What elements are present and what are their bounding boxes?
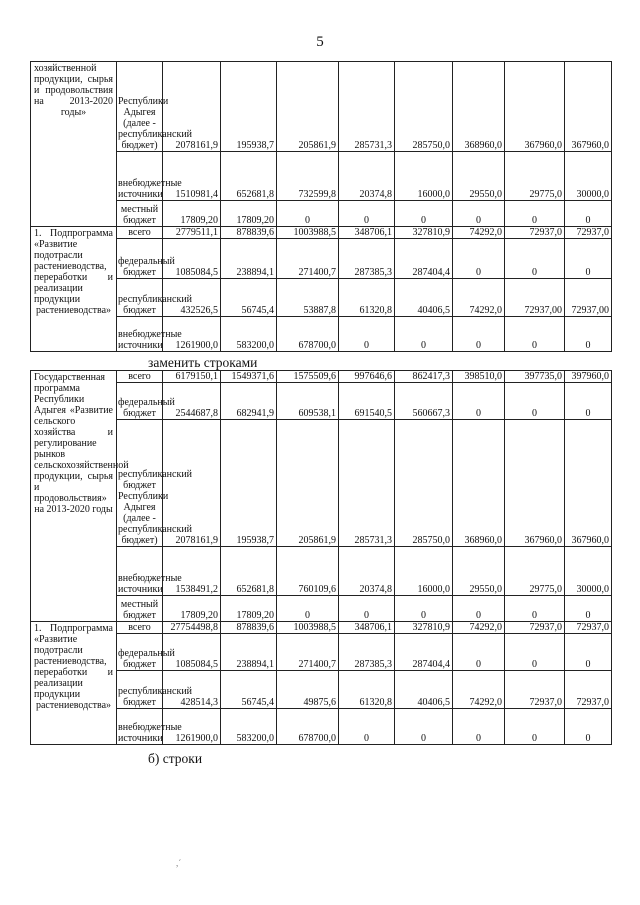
value-cell: 0 <box>339 317 395 352</box>
value-cell: 72937,0 <box>565 671 612 709</box>
value-cell: 0 <box>453 317 505 352</box>
value-cell: 0 <box>395 317 453 352</box>
value-cell: 287385,3 <box>339 634 395 671</box>
value-cell: 0 <box>453 634 505 671</box>
value-cell: 348706,1 <box>339 622 395 634</box>
value-cell: 0 <box>453 709 505 745</box>
value-cell: 285750,0 <box>395 420 453 547</box>
section-b-heading: б) строки <box>148 751 203 766</box>
value-cell: 61320,8 <box>339 279 395 317</box>
value-cell: 72937,0 <box>565 227 612 239</box>
budget-table-old <box>30 61 612 352</box>
value-cell: 0 <box>453 201 505 227</box>
value-cell: 29775,0 <box>505 547 565 596</box>
value-cell: 862417,3 <box>395 371 453 383</box>
value-cell: 238894,1 <box>221 634 277 671</box>
value-cell: 327810,9 <box>395 622 453 634</box>
value-cell: 652681,8 <box>221 152 277 201</box>
value-cell: 285731,3 <box>339 420 395 547</box>
value-cell: 0 <box>277 596 339 622</box>
program-name-cell: хозяйственной продукции, сырья и продовольствия на 2013-2020 годы» <box>31 62 117 227</box>
table-row <box>31 152 612 201</box>
value-cell: 20374,8 <box>339 152 395 201</box>
table-row <box>31 420 612 547</box>
value-cell: 205861,9 <box>277 420 339 547</box>
funding-source: внебюджетные источники <box>117 709 163 745</box>
funding-source: местный бюджет <box>117 596 163 622</box>
value-cell: 17809,20 <box>221 201 277 227</box>
value-cell: 0 <box>565 596 612 622</box>
value-cell: 0 <box>565 317 612 352</box>
value-cell: 56745,4 <box>221 671 277 709</box>
funding-source: местный бюджет <box>117 201 163 227</box>
value-cell: 691540,5 <box>339 383 395 420</box>
funding-source: внебюджетные источники <box>117 152 163 201</box>
value-cell: 16000,0 <box>395 152 453 201</box>
value-cell: 0 <box>395 709 453 745</box>
table-row <box>31 279 612 317</box>
value-cell: 2544687,8 <box>163 383 221 420</box>
value-cell: 72937,0 <box>505 622 565 634</box>
value-cell: 1085084,5 <box>163 634 221 671</box>
value-cell: 0 <box>565 201 612 227</box>
value-cell: 1085084,5 <box>163 239 221 279</box>
table-row <box>31 371 612 383</box>
funding-source: внебюджетные источники <box>117 547 163 596</box>
stray-mark: ,´ <box>176 858 182 868</box>
value-cell: 0 <box>565 634 612 671</box>
funding-source: всего <box>117 622 163 634</box>
value-cell: 0 <box>565 239 612 279</box>
value-cell: 997646,6 <box>339 371 395 383</box>
value-cell: 17809,20 <box>163 201 221 227</box>
value-cell: 0 <box>277 201 339 227</box>
value-cell: 0 <box>453 239 505 279</box>
value-cell: 40406,5 <box>395 279 453 317</box>
value-cell: 348706,1 <box>339 227 395 239</box>
table-row <box>31 201 612 227</box>
value-cell: 205861,9 <box>277 62 339 152</box>
value-cell: 732599,8 <box>277 152 339 201</box>
funding-source: республиканский бюджет Республики Адыгея (далее - республиканский бюджет) <box>117 420 163 547</box>
table-row <box>31 317 612 352</box>
value-cell: 287385,3 <box>339 239 395 279</box>
funding-source: республиканский бюджет <box>117 671 163 709</box>
value-cell: 0 <box>505 596 565 622</box>
value-cell: 17809,20 <box>163 596 221 622</box>
value-cell: 609538,1 <box>277 383 339 420</box>
value-cell: 878839,6 <box>221 622 277 634</box>
value-cell: 72937,0 <box>505 671 565 709</box>
value-cell: 195938,7 <box>221 420 277 547</box>
table-row <box>31 671 612 709</box>
funding-source: федеральный бюджет <box>117 634 163 671</box>
table-row <box>31 634 612 671</box>
table-row <box>31 383 612 420</box>
program-name-cell: Государственная программа Республики Адыгея «Развитие сельского хозяйства и регулирование рынков сельскохозяйственной продукции, сырья и продовольствия» на 2013-2020 годы <box>31 371 117 622</box>
value-cell: 61320,8 <box>339 671 395 709</box>
value-cell: 0 <box>505 239 565 279</box>
funding-source: федеральный бюджет <box>117 383 163 420</box>
value-cell: 0 <box>505 383 565 420</box>
funding-source: федеральный бюджет <box>117 239 163 279</box>
replace-with-rows-heading: заменить строками <box>148 355 258 370</box>
value-cell: 72937,0 <box>505 227 565 239</box>
subprogram-name-cell: 1. Подпрограмма «Развитие подотрасли растениеводства, переработки и реализации продукции растениеводства» <box>31 227 117 352</box>
table-row <box>31 709 612 745</box>
value-cell: 1575509,6 <box>277 371 339 383</box>
value-cell: 0 <box>505 709 565 745</box>
value-cell: 2078161,9 <box>163 420 221 547</box>
value-cell: 397735,0 <box>505 371 565 383</box>
funding-source: республиканский бюджет <box>117 279 163 317</box>
value-cell: 285731,3 <box>339 62 395 152</box>
value-cell: 1003988,5 <box>277 227 339 239</box>
value-cell: 2779511,1 <box>163 227 221 239</box>
value-cell: 30000,0 <box>565 152 612 201</box>
value-cell: 271400,7 <box>277 634 339 671</box>
value-cell: 760109,6 <box>277 547 339 596</box>
value-cell: 367960,0 <box>565 420 612 547</box>
value-cell: 0 <box>339 596 395 622</box>
value-cell: 27754498,8 <box>163 622 221 634</box>
value-cell: 74292,0 <box>453 227 505 239</box>
table-row <box>31 227 612 239</box>
value-cell: 74292,0 <box>453 671 505 709</box>
value-cell: 878839,6 <box>221 227 277 239</box>
value-cell: 583200,0 <box>221 317 277 352</box>
value-cell: 287404,4 <box>395 634 453 671</box>
value-cell: 367960,0 <box>505 62 565 152</box>
budget-table-new <box>30 370 612 745</box>
value-cell: 397960,0 <box>565 371 612 383</box>
value-cell: 195938,7 <box>221 62 277 152</box>
value-cell: 6179150,1 <box>163 371 221 383</box>
value-cell: 74292,0 <box>453 622 505 634</box>
value-cell: 652681,8 <box>221 547 277 596</box>
value-cell: 20374,8 <box>339 547 395 596</box>
value-cell: 72937,00 <box>505 279 565 317</box>
value-cell: 0 <box>505 634 565 671</box>
value-cell: 583200,0 <box>221 709 277 745</box>
value-cell: 432526,5 <box>163 279 221 317</box>
value-cell: 0 <box>565 709 612 745</box>
value-cell: 16000,0 <box>395 547 453 596</box>
value-cell: 368960,0 <box>453 62 505 152</box>
value-cell: 0 <box>395 596 453 622</box>
value-cell: 17809,20 <box>221 596 277 622</box>
value-cell: 367960,0 <box>565 62 612 152</box>
value-cell: 40406,5 <box>395 671 453 709</box>
page-number: 5 <box>316 34 324 50</box>
value-cell: 29550,0 <box>453 152 505 201</box>
value-cell: 678700,0 <box>277 709 339 745</box>
value-cell: 72937,0 <box>565 622 612 634</box>
value-cell: 0 <box>505 201 565 227</box>
value-cell: 30000,0 <box>565 547 612 596</box>
table-row <box>31 239 612 279</box>
value-cell: 0 <box>339 709 395 745</box>
value-cell: 53887,8 <box>277 279 339 317</box>
value-cell: 0 <box>453 383 505 420</box>
value-cell: 287404,4 <box>395 239 453 279</box>
value-cell: 72937,00 <box>565 279 612 317</box>
value-cell: 678700,0 <box>277 317 339 352</box>
value-cell: 1261900,0 <box>163 709 221 745</box>
value-cell: 2078161,9 <box>163 62 221 152</box>
table-row <box>31 547 612 596</box>
value-cell: 398510,0 <box>453 371 505 383</box>
value-cell: 285750,0 <box>395 62 453 152</box>
value-cell: 327810,9 <box>395 227 453 239</box>
funding-source: внебюджетные источники <box>117 317 163 352</box>
table-row <box>31 622 612 634</box>
value-cell: 428514,3 <box>163 671 221 709</box>
value-cell: 271400,7 <box>277 239 339 279</box>
value-cell: 1003988,5 <box>277 622 339 634</box>
value-cell: 56745,4 <box>221 279 277 317</box>
value-cell: 0 <box>453 596 505 622</box>
value-cell: 29550,0 <box>453 547 505 596</box>
value-cell: 368960,0 <box>453 420 505 547</box>
value-cell: 0 <box>505 317 565 352</box>
value-cell: 1549371,6 <box>221 371 277 383</box>
value-cell: 238894,1 <box>221 239 277 279</box>
value-cell: 1261900,0 <box>163 317 221 352</box>
subprogram-name-cell: 1. Подпрограмма «Развитие подотрасли растениеводства, переработки и реализации продукции растениеводства» <box>31 622 117 745</box>
table-row <box>31 62 612 152</box>
funding-source: всего <box>117 227 163 239</box>
value-cell: 0 <box>395 201 453 227</box>
value-cell: 682941,9 <box>221 383 277 420</box>
value-cell: 560667,3 <box>395 383 453 420</box>
table-row <box>31 596 612 622</box>
funding-source: Республики Адыгея (далее - республиканский бюджет) <box>117 62 163 152</box>
value-cell: 0 <box>565 383 612 420</box>
value-cell: 29775,0 <box>505 152 565 201</box>
value-cell: 49875,6 <box>277 671 339 709</box>
value-cell: 367960,0 <box>505 420 565 547</box>
value-cell: 0 <box>339 201 395 227</box>
value-cell: 1510981,4 <box>163 152 221 201</box>
funding-source: всего <box>117 371 163 383</box>
value-cell: 74292,0 <box>453 279 505 317</box>
value-cell: 1538491,2 <box>163 547 221 596</box>
